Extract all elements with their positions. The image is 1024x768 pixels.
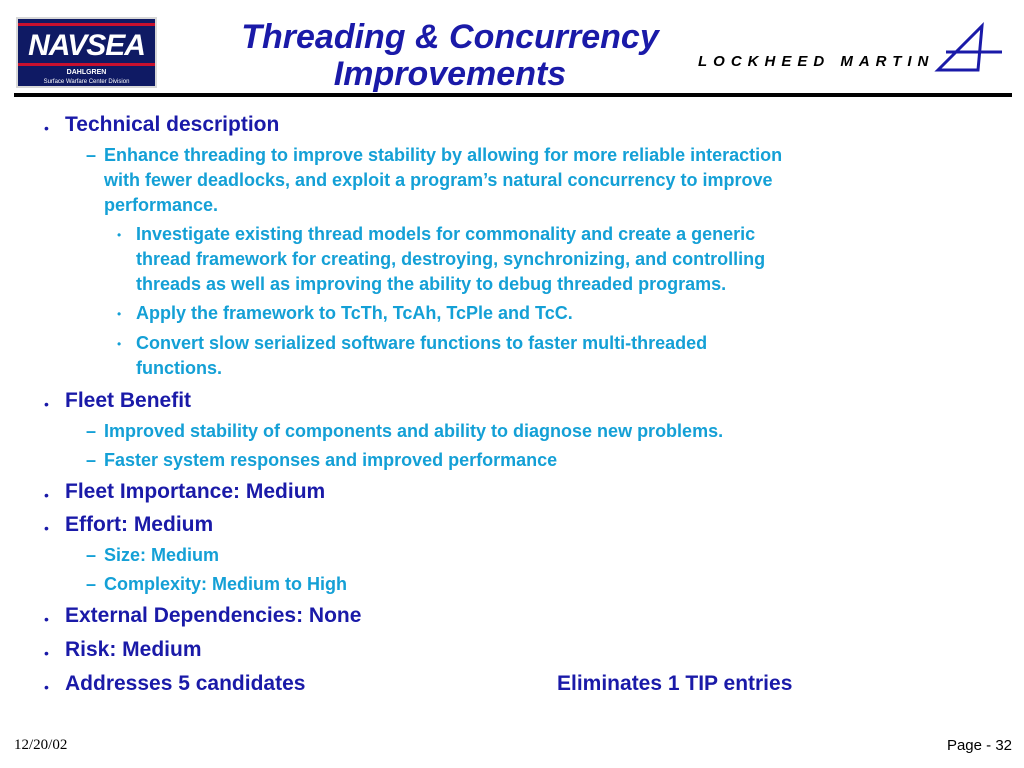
slide-title-line2: Improvements — [333, 55, 567, 93]
lockheed-martin-wordmark: LOCKHEED MARTIN — [698, 53, 935, 70]
footer-date: 12/20/02 — [14, 737, 68, 753]
section-technical-description: Technical description — [65, 113, 280, 136]
dash-marker: – — [86, 574, 97, 594]
bullet-marker: • — [44, 611, 49, 627]
bullet-marker: • — [44, 679, 49, 695]
tech-item-line: Investigate existing thread models for commonality and create a generic — [136, 224, 756, 244]
fleet-benefit-item: Faster system responses and improved performance — [104, 450, 558, 470]
section-effort: Effort: Medium — [65, 513, 214, 536]
bullet-marker: • — [117, 307, 122, 321]
tech-item-line: thread framework for creating, destroying, synchronizing, and controlling — [136, 249, 766, 269]
bullet-marker: • — [117, 337, 122, 351]
navsea-logo-text: NAVSEA — [28, 29, 145, 62]
dash-marker: – — [86, 545, 97, 565]
section-external-dependencies: External Dependencies: None — [65, 604, 362, 627]
eliminates-entries: Eliminates 1 TIP entries — [557, 672, 793, 695]
bullet-marker: • — [44, 487, 49, 503]
tech-item-line: functions. — [136, 358, 222, 378]
tech-description-line: with fewer deadlocks, and exploit a program’s natural concurrency to improve — [104, 170, 773, 190]
dash-marker: – — [86, 145, 97, 165]
tech-item-line: Convert slow serialized software functions to faster multi-threaded — [136, 333, 708, 353]
tech-description-line: Enhance threading to improve stability by allowing for more reliable interaction — [104, 145, 783, 165]
bullet-marker: • — [44, 645, 49, 661]
dash-marker: – — [86, 450, 97, 470]
footer-page-number: Page - 32 — [946, 737, 1012, 754]
section-addresses: Addresses 5 candidates — [65, 672, 306, 695]
slide-title: Threading & Concurrency — [241, 18, 659, 56]
bullet-marker: • — [44, 396, 49, 412]
bullet-marker: • — [117, 228, 122, 242]
tech-item-line: Apply the framework to TcTh, TcAh, TcPle and TcC. — [136, 303, 573, 323]
section-fleet-importance: Fleet Importance: Medium — [65, 480, 326, 503]
effort-item: Complexity: Medium to High — [104, 574, 347, 594]
tech-item-line: threads as well as improving the ability to debug threaded programs. — [136, 274, 727, 294]
bullet-marker: • — [44, 520, 49, 536]
navsea-logo-subtitle: Surface Warfare Center Division — [43, 79, 130, 85]
section-risk: Risk: Medium — [65, 638, 202, 661]
fleet-benefit-item: Improved stability of components and ability to diagnose new problems. — [104, 421, 724, 441]
tech-description-line: performance. — [104, 195, 219, 215]
section-fleet-benefit: Fleet Benefit — [65, 389, 192, 412]
navsea-logo-subtitle: DAHLGREN — [66, 69, 107, 76]
dash-marker: – — [86, 421, 97, 441]
effort-item: Size: Medium — [104, 545, 220, 565]
bullet-marker: • — [44, 120, 49, 136]
